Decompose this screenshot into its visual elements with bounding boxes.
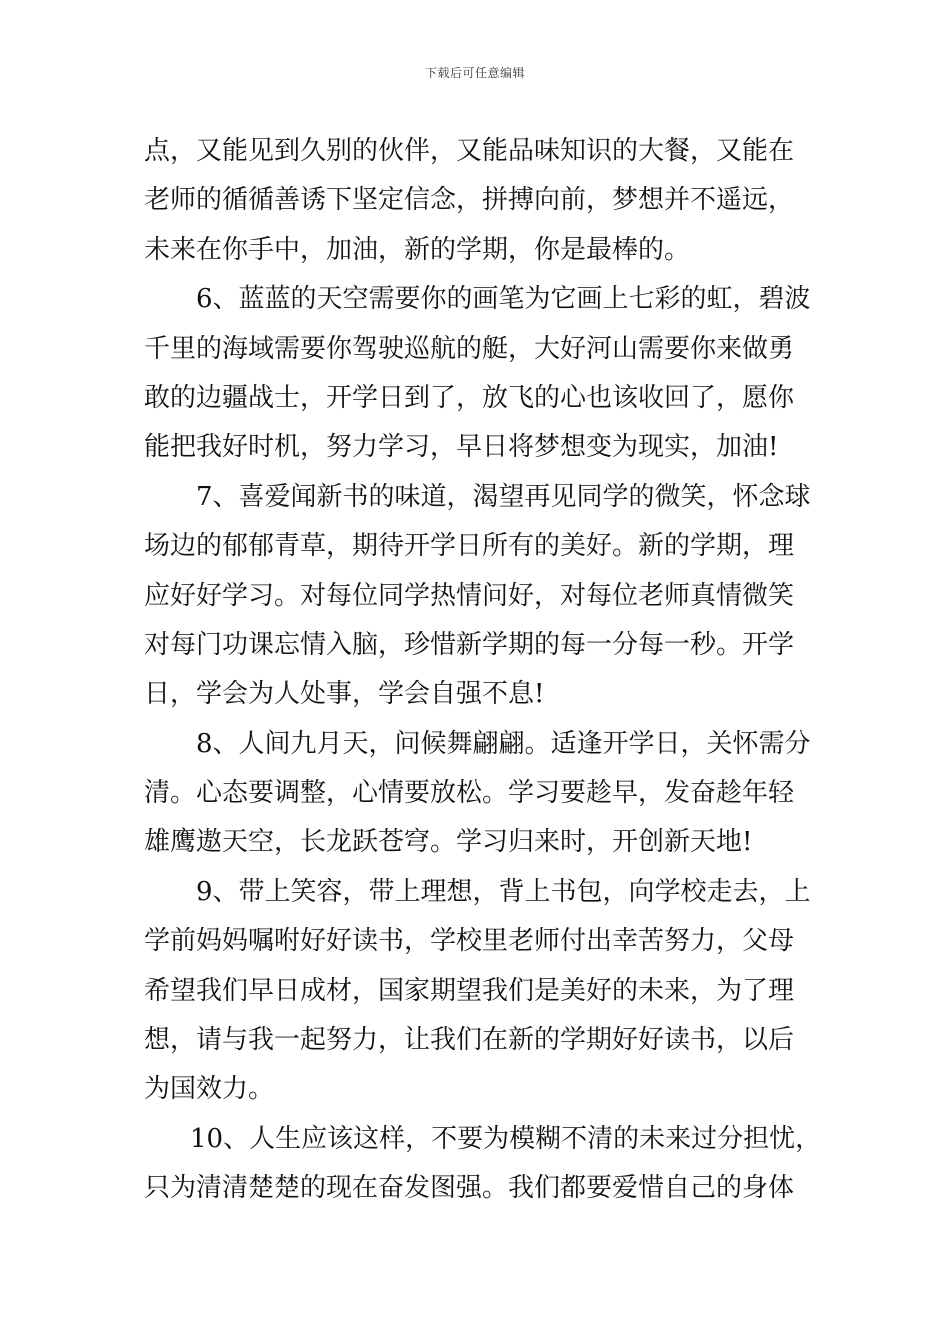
text-line: 日，学会为人处事，学会自强不息!	[144, 679, 545, 710]
text-line: 点，又能见到久别的伙伴，又能品味知识的大餐，又能在	[144, 136, 795, 166]
text-line: 千里的海域需要你驾驶巡航的艇，大好河山需要你来做勇	[144, 333, 795, 364]
page-header: 下载后可任意编辑	[424, 66, 525, 80]
text-line: 学前妈妈嘱咐好好读书，学校里老师付出幸苦努力，父母	[144, 926, 795, 957]
text-line: 敢的边疆战士，开学日到了，放飞的心也该收回了，愿你	[144, 382, 795, 413]
document-body	[144, 127, 834, 1214]
text-line: 为国效力。	[144, 1074, 275, 1105]
text-line: 应好好学习。对每位同学热情问好，对每位老师真情微笑	[144, 580, 795, 611]
paragraph-8-start: 8、人间九月天，问候舞翩翩。适逢开学日，关怀需分	[196, 728, 811, 759]
text-line: 希望我们早日成材，国家期望我们是美好的未来，为了理	[144, 975, 795, 1006]
paragraph-10-start: 10、人生应该这样，不要为模糊不清的未来过分担忧，	[190, 1123, 822, 1154]
paragraph-9-start: 9、带上笑容，带上理想，背上书包，向学校走去，上	[196, 876, 811, 907]
text-line: 清。心态要调整，心情要放松。学习要趁早，发奋趁年轻	[144, 778, 795, 809]
text-line: 对每门功课忘情入脑，珍惜新学期的每一分每一秒。开学	[144, 629, 795, 660]
paragraph-6-start: 6、蓝蓝的天空需要你的画笔为它画上七彩的虹，碧波	[196, 284, 811, 315]
text-line: 雄鹰遨天空，长龙跃苍穹。学习归来时，开创新天地!	[144, 827, 753, 858]
text-line: 想，请与我一起努力，让我们在新的学期好好读书，以后	[144, 1025, 795, 1056]
text-line: 场边的郁郁青草，期待开学日所有的美好。新的学期，理	[144, 531, 795, 562]
text-line: 未来在你手中，加油，新的学期，你是最棒的。	[144, 234, 691, 265]
text-line: 能把我好时机，努力学习，早日将梦想变为现实，加油!	[144, 432, 779, 463]
paragraph-7-start: 7、喜爱闻新书的味道，渴望再见同学的微笑，怀念球	[196, 481, 811, 512]
text-line: 老师的循循善诱下坚定信念，拼搏向前，梦想并不遥远，	[144, 185, 795, 216]
text-line: 只为清清楚楚的现在奋发图强。我们都要爱惜自己的身体	[144, 1173, 795, 1204]
